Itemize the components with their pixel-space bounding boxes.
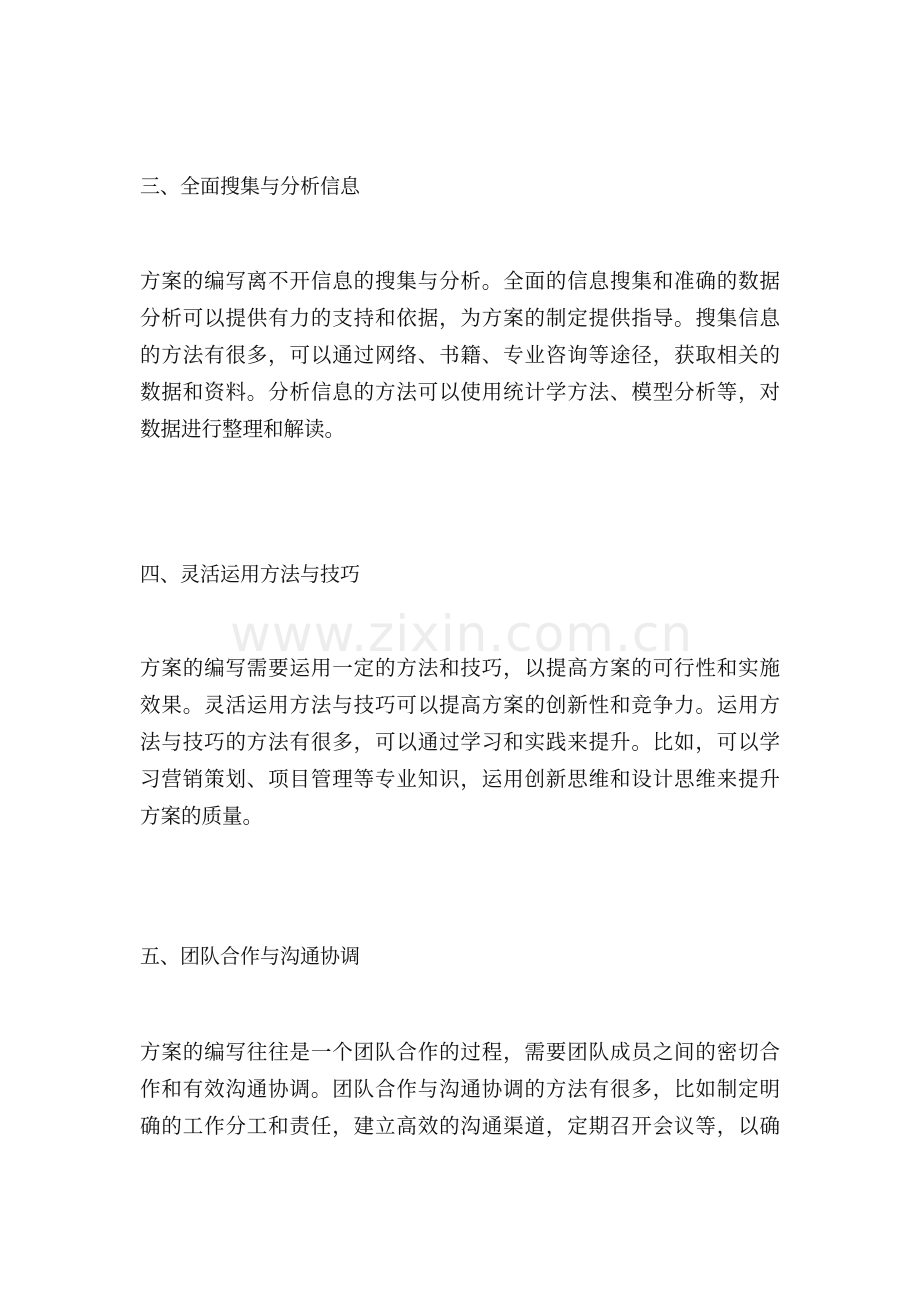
paragraph-line: 确的工作分工和责任，建立高效的沟通渠道，定期召开会议等，以确: [140, 1114, 780, 1138]
paragraph-line: 的方法有很多，可以通过网络、书籍、专业咨询等途径，获取相关的: [140, 343, 780, 367]
paragraph-line: 方案的编写需要运用一定的方法和技巧，以提高方案的可行性和实施: [140, 656, 780, 680]
paragraph-line: 习营销策划、项目管理等专业知识，运用创新思维和设计思维来提升: [140, 767, 780, 791]
paragraph-line: 方案的质量。: [140, 804, 263, 828]
section-paragraph-4: [140, 650, 780, 835]
section-heading-5: 五、团队合作与沟通协调: [140, 944, 360, 968]
section-paragraph-3: [140, 263, 780, 448]
section-heading-3: 三、全面搜集与分析信息: [140, 174, 360, 198]
section-paragraph-5: [140, 1034, 780, 1145]
section-heading-4: 四、灵活运用方法与技巧: [140, 562, 360, 586]
paragraph-line: 方案的编写往往是一个团队合作的过程，需要团队成员之间的密切合: [140, 1040, 780, 1064]
paragraph-line: 方案的编写离不开信息的搜集与分析。全面的信息搜集和准确的数据: [140, 269, 780, 293]
watermark: www.zixin.com.cn: [230, 605, 694, 663]
paragraph-line: 数据和资料。分析信息的方法可以使用统计学方法、模型分析等，对: [140, 380, 780, 404]
paragraph-line: 作和有效沟通协调。团队合作与沟通协调的方法有很多，比如制定明: [140, 1077, 780, 1101]
paragraph-line: 效果。灵活运用方法与技巧可以提高方案的创新性和竞争力。运用方: [140, 693, 780, 717]
paragraph-line: 分析可以提供有力的支持和依据，为方案的制定提供指导。搜集信息: [140, 306, 780, 330]
paragraph-line: 法与技巧的方法有很多，可以通过学习和实践来提升。比如，可以学: [140, 730, 780, 754]
paragraph-line: 数据进行整理和解读。: [140, 417, 345, 441]
